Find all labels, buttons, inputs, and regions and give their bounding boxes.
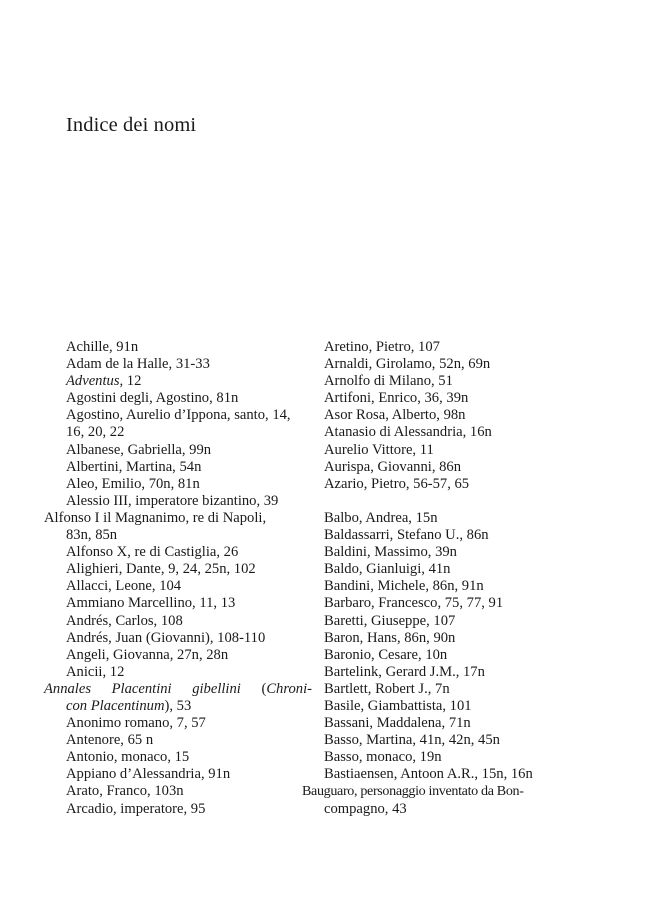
index-entry: Albanese, Gabriella, 99n [66,441,212,458]
index-entry: Agostini degli, Agostino, 81n [66,390,239,407]
index-entry: Baldini, Massimo, 39n [324,544,457,561]
index-entry [44,680,312,715]
index-entry: Aurelio Vittore, 11 [324,441,434,458]
entry-italic: con Placentinum [66,697,165,714]
index-entry [66,407,312,441]
entry-line: Agostino, Aurelio d’Ippona, santo, 14, [66,407,291,424]
entry-italic: Chroni- [266,680,312,697]
index-entry: Andrés, Carlos, 108 [66,612,183,629]
index-entry [302,783,576,817]
index-entry: Bassani, Maddalena, 71n [324,715,471,732]
entry-line: Bauguaro, personaggio inventato da Bon- [302,783,524,800]
index-entry: Anonimo romano, 7, 57 [66,715,206,732]
index-entry: Basso, monaco, 19n [324,749,442,766]
index-entry: Basile, Giambattista, 101 [324,697,472,714]
index-entry: Artifoni, Enrico, 36, 39n [324,390,469,407]
index-entry: Balbo, Andrea, 15n [324,509,438,526]
index-entry: Antonio, monaco, 15 [66,749,190,766]
entry-line [44,680,312,698]
index-entry: Bastiaensen, Antoon A.R., 15n, 16n [324,766,533,783]
index-entry: Antenore, 65 n [66,732,154,749]
index-entry: Aleo, Emilio, 70n, 81n [66,475,200,492]
entry-line: Alfonso I il Magnanimo, re di Napoli, [44,509,267,526]
index-entry: Bartelink, Gerard J.M., 17n [324,663,485,680]
index-entry: Atanasio di Alessandria, 16n [324,424,492,441]
index-entry: Baronio, Cesare, 10n [324,646,448,663]
index-entry: Arnolfo di Milano, 51 [324,373,453,390]
entry-line: 16, 20, 22 [66,424,125,441]
index-entry [66,373,312,390]
index-entry: Baldassarri, Stefano U., 86n [324,527,489,544]
index-entry: Adam de la Halle, 31-33 [66,356,210,373]
entry-line: 83n, 85n [66,527,118,544]
index-entry: Angeli, Giovanna, 27n, 28n [66,646,229,663]
index-entry: Azario, Pietro, 56-57, 65 [324,475,470,492]
index-entry: Appiano d’Alessandria, 91n [66,766,231,783]
index-entry: Bartlett, Robert J., 7n [324,680,450,697]
index-entry: Arcadio, imperatore, 95 [66,800,206,817]
entry-italic: Annales Placentini gibellini [44,680,241,697]
index-entry: Aurispa, Giovanni, 86n [324,458,462,475]
entry-line: compagno, 43 [324,800,407,817]
index-column-left [44,339,312,818]
index-entry: Baldo, Gianluigi, 41n [324,561,451,578]
index-entry: Alessio III, imperatore bizantino, 39 [66,492,279,509]
index-column-right [302,339,576,818]
index-entry: Albertini, Martina, 54n [66,458,202,475]
index-entry [44,509,312,544]
index-entry: Achille, 91n [66,339,139,355]
index-entry: Alfonso X, re di Castiglia, 26 [66,544,239,561]
index-entry: Anicii, 12 [66,663,125,680]
index-entry: Alighieri, Dante, 9, 24, 25n, 102 [66,561,256,578]
index-entry: Baretti, Giuseppe, 107 [324,612,456,629]
index-entry: Bandini, Michele, 86n, 91n [324,578,484,595]
index-entry: Baron, Hans, 86n, 90n [324,629,456,646]
entry-text: , 12 [119,373,142,390]
entry-text: ( [240,680,267,697]
index-entry: Barbaro, Francesco, 75, 77, 91 [324,595,504,612]
entry-italic: Adventus [66,373,120,390]
index-entry: Allacci, Leone, 104 [66,578,182,595]
index-entry: Basso, Martina, 41n, 42n, 45n [324,732,500,749]
index-entry: Asor Rosa, Alberto, 98n [324,407,466,424]
index-entry: Aretino, Pietro, 107 [324,339,440,355]
index-entry: Arato, Franco, 103n [66,783,184,800]
entry-line [66,697,312,715]
index-entry: Ammiano Marcellino, 11, 13 [66,595,236,612]
index-entry: Arnaldi, Girolamo, 52n, 69n [324,356,491,373]
page-title: Indice dei nomi [66,114,197,136]
entry-text: ), 53 [164,697,192,714]
index-entry: Andrés, Juan (Giovanni), 108-110 [66,629,266,646]
